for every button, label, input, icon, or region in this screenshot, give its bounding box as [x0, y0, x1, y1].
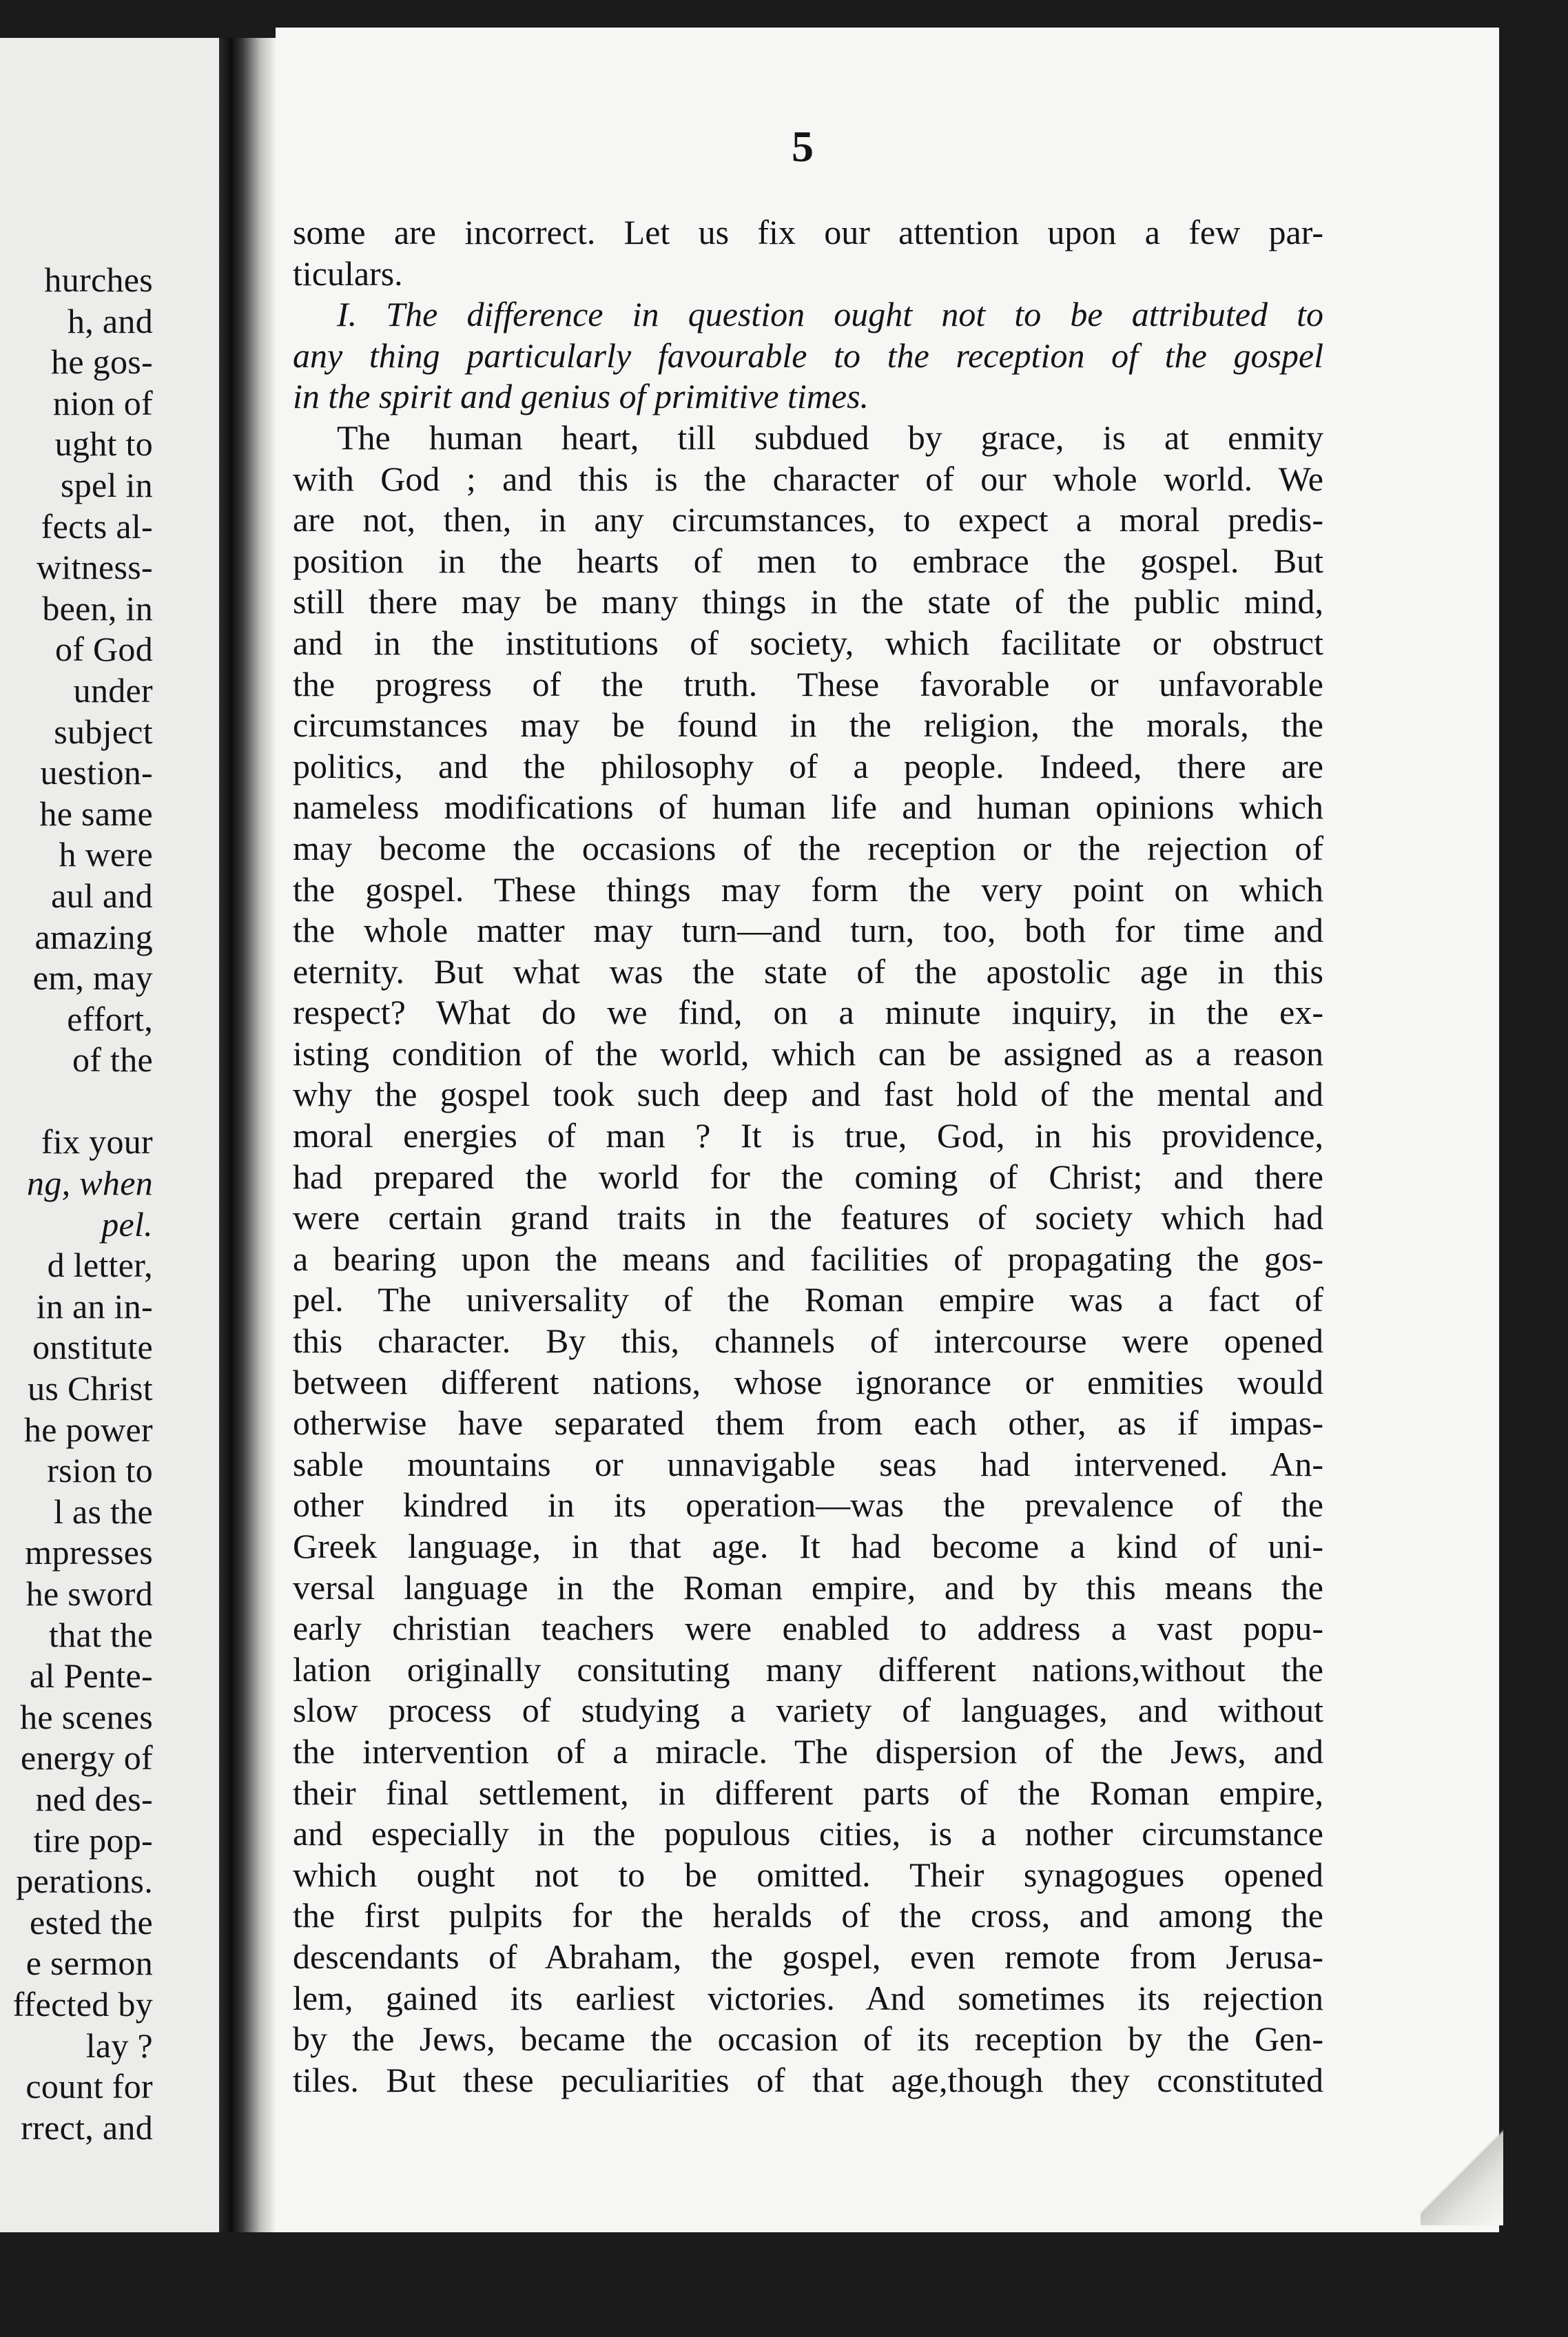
text-line: lation originally consituting many different nations,without the [293, 1649, 1323, 1689]
left-page-text [0, 260, 153, 2148]
text-line: eternity. But what was the state of the apostolic age in this [293, 951, 1323, 991]
left-line: amazing [34, 917, 153, 956]
page-number: 5 [792, 122, 814, 171]
text-line: and in the institutions of society, which facilitate or obstruct [293, 623, 1323, 662]
left-line: that the [49, 1615, 153, 1654]
text-line: position in the hearts of men to embrace the gospel. But [293, 541, 1323, 580]
left-line: em, may [32, 958, 153, 998]
text-line: their final settlement, in different parts of the Roman empire, [293, 1773, 1323, 1812]
left-line: of God [54, 630, 153, 669]
left-line: aul and [51, 876, 153, 915]
text-line: politics, and the philosophy of a people. Indeed, there are [293, 746, 1323, 785]
left-line: us Christ [28, 1369, 153, 1408]
text-line: circumstances may be found in the religion, the morals, the [293, 706, 1323, 745]
text-line: were certain grand traits in the features of society which had [293, 1198, 1323, 1237]
body-text [293, 212, 1323, 2101]
text-line: by the Jews, became the occasion of its reception by the Gen- [293, 2019, 1323, 2059]
left-line: h were [59, 835, 153, 874]
scan-background [0, 2232, 1568, 2337]
text-line: slow process of studying a variety of languages, and without [293, 1691, 1323, 1730]
left-line: onstitute [32, 1328, 153, 1367]
text-line: otherwise have separated them from each other, as if impas- [293, 1403, 1323, 1443]
text-line: had prepared the world for the coming of Christ; and there [293, 1157, 1323, 1196]
text-line: Greek language, in that age. It had become a kind of uni- [293, 1527, 1323, 1565]
left-line: he sword [25, 1574, 153, 1613]
left-line: he scenes [20, 1697, 153, 1736]
left-line: perations. [16, 1862, 153, 1901]
left-line: fects al- [41, 506, 153, 546]
left-line: subject [54, 712, 153, 751]
text-line: early christian teachers were enabled to address a vast popu- [293, 1609, 1323, 1648]
text-line: ticulars. [293, 254, 403, 293]
left-line: e sermon [25, 1944, 153, 1983]
page-curl [1421, 2122, 1503, 2225]
left-line: mpresses [25, 1533, 153, 1572]
left-line: nion of [52, 383, 153, 422]
text-line: are not, then, in any circumstances, to expect a moral predis- [293, 500, 1323, 539]
text-line: nameless modifications of human life and human opinions which [293, 787, 1323, 827]
text-line: pel. The universality of the Roman empire was a fact of [293, 1280, 1323, 1319]
text-line: other kindred in its operation—was the prevalence of the [293, 1485, 1323, 1525]
text-line: tiles. But these peculiarities of that age,though they cconstituted [293, 2060, 1323, 2099]
text-line: descendants of Abraham, the gospel, even remote from Jerusa- [293, 1937, 1323, 1976]
text-line: why the gospel took such deep and fast hold of the mental and [293, 1075, 1323, 1114]
text-line: the first pulpits for the heralds of the cross, and among the [293, 1896, 1323, 1935]
text-line: which ought not to be omitted. Their synagogues opened [293, 1855, 1323, 1894]
left-line: ught to [54, 424, 153, 464]
left-line: he power [23, 1410, 153, 1449]
left-line: of the [72, 1040, 153, 1080]
text-line: the whole matter may turn—and turn, too, both for time and [293, 911, 1323, 950]
left-line: ested the [29, 1902, 153, 1942]
left-line: d letter, [47, 1246, 153, 1285]
left-line: been, in [42, 588, 153, 628]
section-heading-line: in the spirit and genius of primitive times. [293, 377, 869, 416]
text-line: the intervention of a miracle. The dispersion of the Jews, and [293, 1731, 1323, 1771]
left-line: energy of [21, 1738, 153, 1778]
text-line: the progress of the truth. These favorable or unfavorable [293, 664, 1323, 703]
text-line: isting condition of the world, which can be assigned as a reason [293, 1033, 1323, 1073]
text-line: some are incorrect. Let us fix our attention upon a few par- [293, 213, 1323, 251]
left-line: count for [25, 2067, 153, 2106]
text-line: between different nations, whose ignorance or enmities would [293, 1362, 1323, 1401]
section-heading-line: I. The difference in question ought not to be attributed to [337, 295, 1323, 334]
text-line: and especially in the populous cities, is a nother circumstance [293, 1814, 1323, 1853]
text-line: versal language in the Roman empire, and by this means the [293, 1567, 1323, 1607]
left-line: ng, when [27, 1164, 153, 1203]
left-line: spel in [60, 465, 153, 504]
left-line: effort, [67, 999, 153, 1038]
text-line: this character. By this, channels of intercourse were opened [293, 1321, 1323, 1361]
left-line: pel. [101, 1204, 153, 1244]
book-gutter [219, 38, 276, 2232]
text-line: moral energies of man ? It is true, God, in his providence, [293, 1116, 1323, 1155]
left-line: l as the [53, 1492, 153, 1531]
text-line: lem, gained its earliest victories. And sometimes its rejection [293, 1978, 1323, 2017]
text-line: may become the occasions of the reception or the rejection of [293, 828, 1323, 867]
text-line: with God ; and this is the character of our whole world. We [293, 459, 1323, 498]
left-line: ned des- [35, 1779, 153, 1818]
left-line: tire pop- [33, 1820, 153, 1860]
left-line: lay ? [85, 2026, 153, 2065]
left-line: fix your [41, 1122, 153, 1162]
text-line: still there may be many things in the state of the public mind, [293, 582, 1323, 621]
text-line: a bearing upon the means and facilities of propagating the gos- [293, 1239, 1323, 1278]
text-line: the gospel. These things may form the very point on which [293, 869, 1323, 909]
left-line [0, 1081, 153, 1122]
left-line: al Pente- [29, 1656, 153, 1696]
left-line: h, and [68, 301, 153, 340]
left-line: he gos- [51, 342, 153, 382]
section-heading-line: any thing particularly favourable to the reception of the gospel [293, 336, 1323, 375]
left-line: under [73, 670, 153, 710]
left-line: uestion- [40, 753, 153, 792]
text-line: sable mountains or unnavigable seas had intervened. An- [293, 1444, 1323, 1483]
left-line: in an in- [36, 1286, 153, 1326]
left-line: rrect, and [21, 2108, 153, 2147]
text-line: respect? What do we find, on a minute inquiry, in the ex- [293, 993, 1323, 1032]
left-line: witness- [36, 548, 153, 587]
left-line: ffected by [12, 1984, 153, 2024]
left-page-fragment [0, 38, 219, 2232]
left-line: hurches [44, 260, 153, 299]
text-line: The human heart, till subdued by grace, is at enmity [337, 418, 1323, 457]
left-line: rsion to [47, 1451, 153, 1490]
left-line: he same [39, 794, 153, 833]
